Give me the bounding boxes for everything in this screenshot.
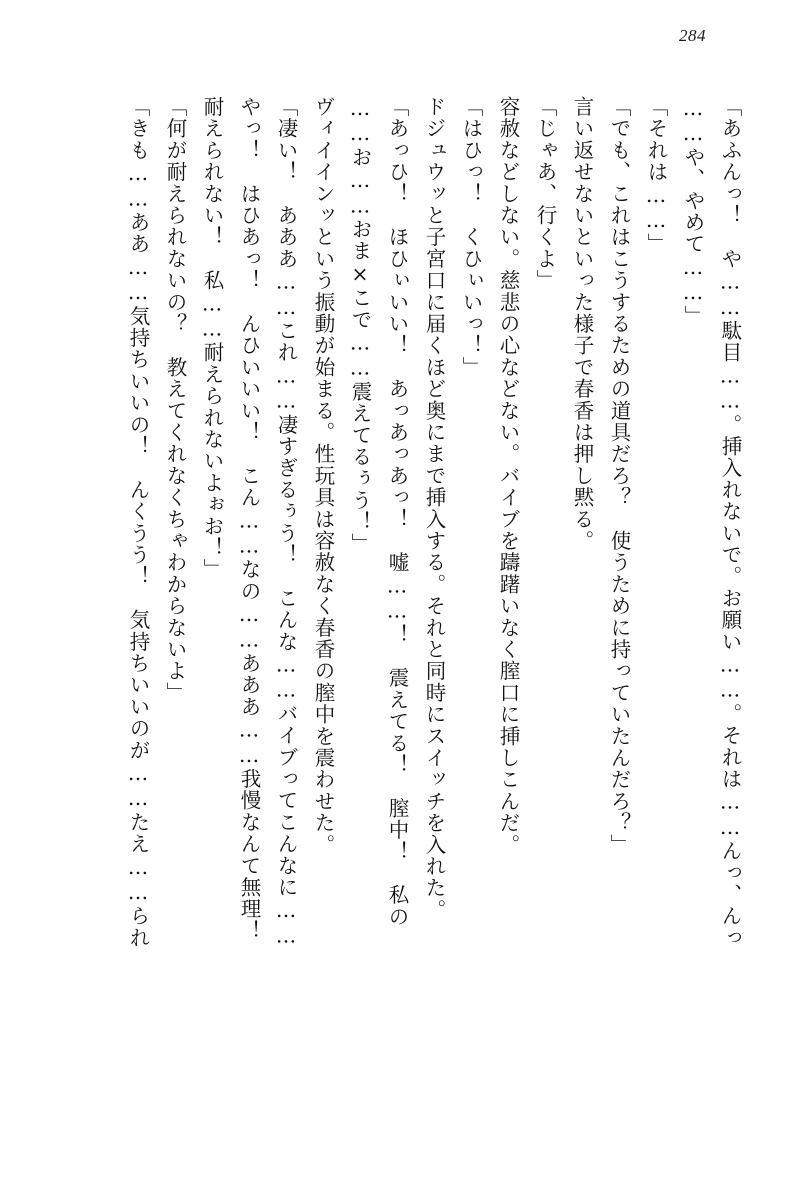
text-line: ドジュウッと子宮口に届くほど奥にまで挿入する。それと同時にスイッチを入れた。 — [422, 96, 446, 921]
text-line: ヴィイインッという振動が始まる。性玩具は容赦なく春香の膣中を震わせた。 — [311, 96, 335, 856]
text-line: 「じゃあ、行くよ」 — [533, 96, 557, 292]
text-line: やっ！ はひあっ！ んひいいい！ こん……なの……あああ……我慢なんて無理！ — [237, 96, 261, 942]
text-line: 「それは……」 — [644, 96, 668, 255]
text-line: 「はひっ！ くひぃいっ！」 — [459, 96, 483, 379]
vertical-text-block — [52, 96, 740, 1160]
text-line: 「あっひ！ ほひぃいい！ あっあっあっ！ 嘘……！ 震えてる！ 膣中！ 私の — [385, 96, 409, 928]
text-line: 「きも……ああ……気持ちいいの！ んくうう！ 気持ちいいのが……たえ……られ — [126, 96, 150, 949]
page-number: 284 — [679, 26, 706, 45]
text-line: 「あふんっ！ や……駄目……。挿入れないで。お願い……。それは……んっ、んっ — [718, 96, 742, 949]
text-line: 言い返せないといった様子で春香は押し黙る。 — [570, 96, 594, 552]
text-line: 「でも、これはこうするための道具だろ？ 使うために持っていたんだろ？」 — [607, 96, 631, 856]
text-line: 「何が耐えられないの？ 教えてくれなくちゃわからないよ」 — [163, 96, 187, 704]
text-line: 「凄い！ あああ……これ……凄すぎるぅう！ こんな……バイブってこんなに…… — [274, 96, 298, 949]
text-line: 耐えられない！ 私……耐えられないよぉお！」 — [200, 96, 224, 581]
text-line: ……お……おま×こで……震えてるぅう！」 — [348, 96, 372, 555]
text-line: 容赦などしない。慈悲の心などない。バイブを躊躇いなく膣口に挿しこんだ。 — [496, 96, 520, 856]
text-line: ……や、やめて……」 — [681, 96, 705, 327]
